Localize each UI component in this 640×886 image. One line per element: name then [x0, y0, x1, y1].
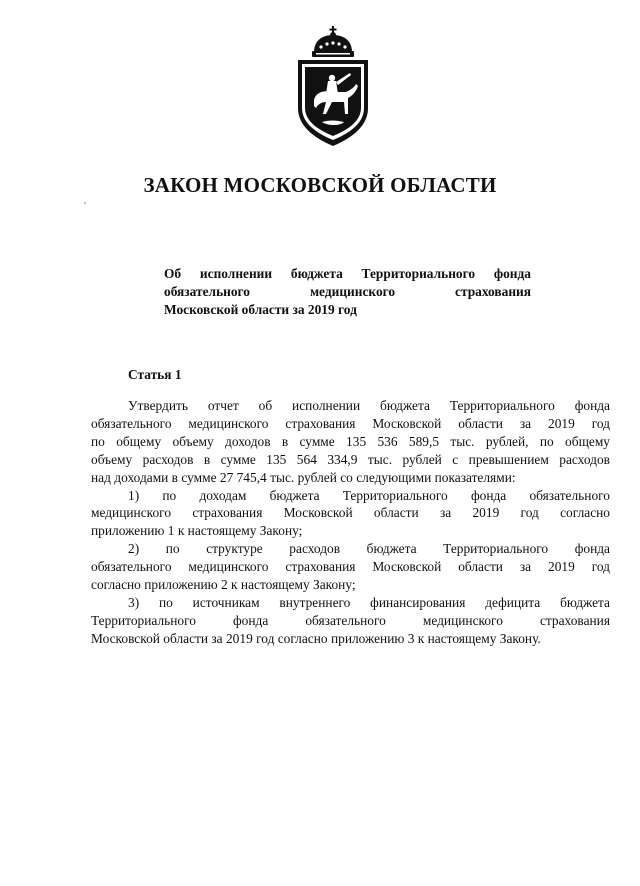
article-heading: Статья 1	[128, 367, 182, 382]
moscow-oblast-coat-of-arms-icon	[292, 22, 374, 150]
article-line: согласно приложению 2 к настоящему Закону;	[91, 577, 356, 593]
subject-line: обязательного медицинского страхования	[164, 284, 531, 299]
scan-artifact	[84, 202, 86, 204]
article-line: 2) по структуре расходов бюджета Территориального фонда	[128, 541, 610, 557]
article-line: обязательного медицинского страхования Московской области за 2019 год	[91, 415, 610, 431]
article-line: Московской области за 2019 год согласно приложению 3 к настоящему Закону.	[91, 630, 541, 646]
article-line: приложению 1 к настоящему Закону;	[91, 523, 303, 539]
article-line: Утвердить отчет об исполнении бюджета Территориального фонда	[128, 398, 610, 413]
article-line: медицинского страхования Московской области за 2019 год согласно	[91, 505, 610, 521]
article-line: обязательного медицинского страхования Московской области за 2019 год	[91, 559, 610, 575]
law-title: ЗАКОН МОСКОВСКОЙ ОБЛАСТИ	[143, 173, 497, 197]
subject-line: Московской области за 2019 год	[164, 302, 357, 317]
subject-line: Об исполнении бюджета Территориального фонда	[164, 266, 531, 281]
article-body	[91, 397, 610, 648]
article-line: объему расходов в сумме 135 564 334,9 тыс. рублей с превышением расходов	[91, 451, 610, 467]
law-subject	[164, 265, 531, 319]
article-line: 3) по источникам внутреннего финансирования дефицита бюджета	[128, 594, 610, 610]
article-line: по общему объему доходов в сумме 135 536 589,5 тыс. рублей, по общему	[91, 433, 610, 449]
article-line: над доходами в сумме 27 745,4 тыс. рублей со следующими показателями:	[91, 469, 516, 485]
article-line: Территориального фонда обязательного медицинского страхования	[91, 612, 610, 628]
article-line: 1) по доходам бюджета Территориального фонда обязательного	[128, 487, 610, 503]
